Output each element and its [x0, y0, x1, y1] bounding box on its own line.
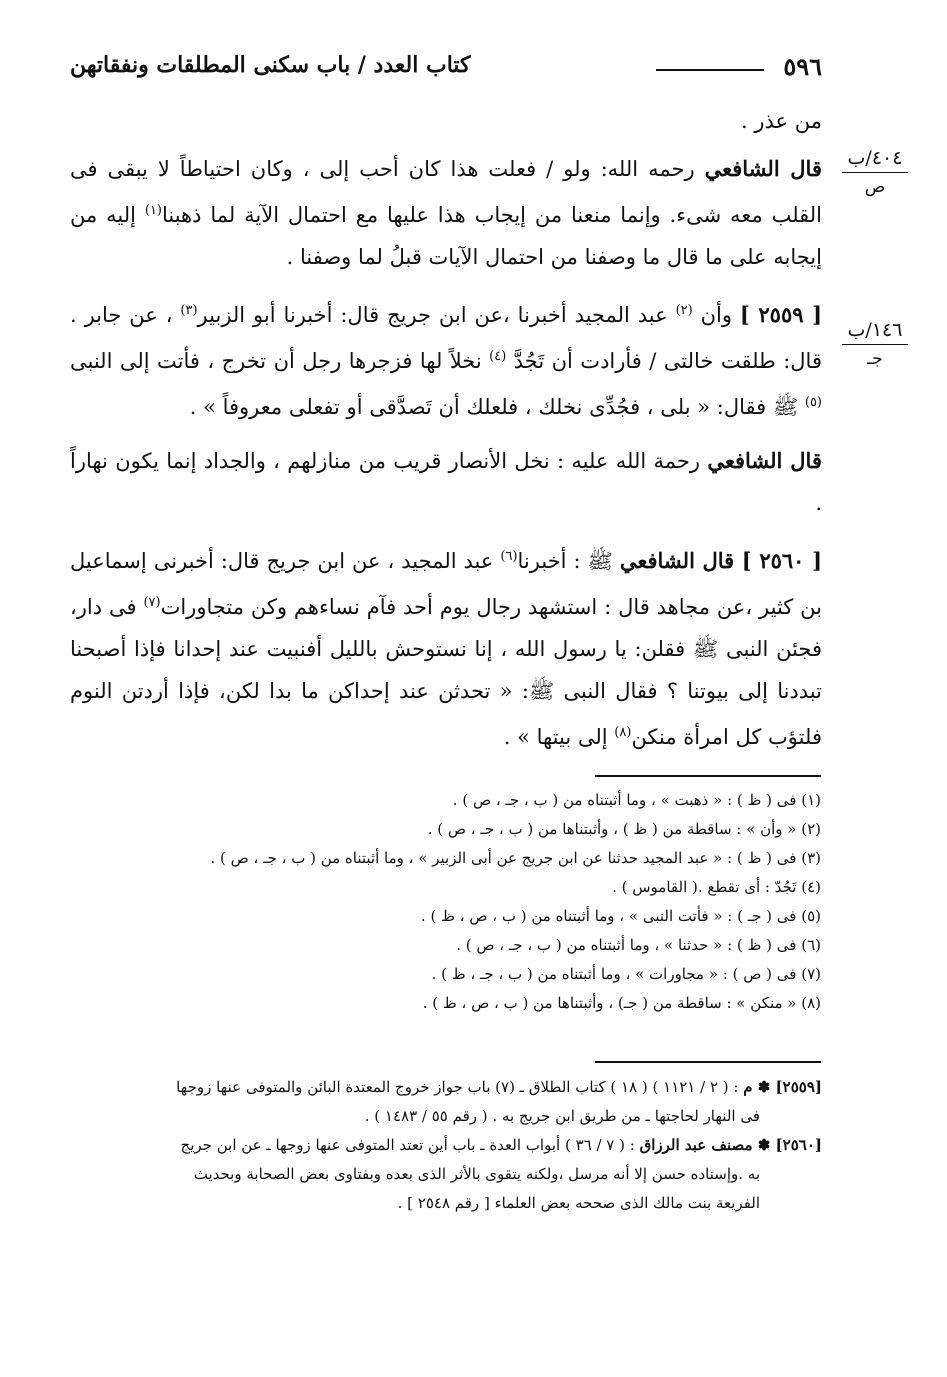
paragraph-0	[70, 100, 822, 142]
footnote-6: (٦) فى ( ظ ) : « حدثنا » ، وما أثبتناه من ( ب ، جـ ، ص ) .	[456, 936, 821, 954]
footnote-2: (٢) « وأن » : ساقطة من ( ظ ) ، وأثبتناها من ( ب ، جـ ، ص ) .	[427, 820, 821, 838]
takhrij-text: فى النهار لحاجتها ـ من طريق ابن جريج به . ( رقم ٥٥ / ١٤٨٣ ) .	[364, 1107, 760, 1125]
speaker-label: قال الشافعي	[707, 448, 822, 473]
paragraph-text: إلى بيتها » .	[503, 725, 615, 749]
paragraph-text: ﷺ فقال: « بلى ، فجُدِّى نخلك ، فلعلك أن تَصدَّقى أو تفعلى معروفاً » .	[189, 395, 805, 419]
header-rule	[656, 69, 764, 71]
footnote-ref: (١)	[144, 203, 162, 218]
paragraph-text: وأن	[692, 303, 740, 327]
margin-note-siglum: ص	[864, 177, 886, 197]
takhrij-2559	[70, 1073, 822, 1131]
footnote-4: (٤) تَجُدّ : أى تقطع .( القاموس ) .	[612, 878, 821, 896]
footnote-ref: (٨)	[614, 725, 632, 740]
footnotes	[121, 786, 821, 1018]
footnote-ref: (٤)	[489, 349, 507, 364]
paragraph-text: عبد المجيد ، عن ابن جريج قال: أخبرنى إسماعيل بن كثير ،عن مجاهد قال : استشهد رجال يوم أحد فآم نساءهم وكن متجاورات	[70, 549, 823, 619]
page-header	[70, 52, 822, 92]
hadith-2559	[70, 290, 822, 428]
paragraph-text: عبد المجيد أخبرنا ،عن ابن جريج قال: أخبرنا أبو الزبير	[197, 303, 676, 327]
margin-note-siglum: جـ	[867, 349, 883, 369]
hadith-number: [ ٢٥٥٩ ]	[739, 302, 823, 327]
hadith-number: [ ٢٥٦٠ ] قال الشافعي	[619, 548, 823, 573]
main-text	[70, 100, 822, 770]
margin-note-folio: ٤٠٤/ب	[842, 146, 908, 173]
paragraph-1	[70, 148, 822, 278]
takhrij-2560	[70, 1131, 822, 1218]
running-title: كتاب العدد / باب سكنى المطلقات ونفقاتهن	[70, 52, 471, 78]
paragraph-3	[70, 440, 822, 524]
footnote-ref: (٢)	[675, 303, 693, 318]
paragraph-text: نخلاً لها فزجرها رجل أن تخرج ، فأتت إلى النبى	[70, 349, 490, 373]
footnote-8: (٨) « منكن » : ساقطة من ( جـ) ، وأثبتناها من ( ب ، ص ، ظ ) .	[422, 994, 821, 1012]
footnote-ref: (٦)	[500, 549, 518, 564]
paragraph-text: من عذر .	[741, 109, 822, 133]
takhrij-text: الفريعة بنت مالك الذى صححه بعض العلماء [ رقم ٢٥٤٨ ] .	[397, 1194, 760, 1212]
page-number: ٥٩٦	[783, 52, 822, 81]
speaker-label: قال الشافعي	[704, 156, 822, 181]
footnote-5: (٥) فى ( جـ ) : « فأتت النبى » ، وما أثبتناه من ( ب ، ص ، ظ ) .	[420, 907, 821, 925]
takhrij-tag: [٢٥٥٩] ✽ م	[743, 1078, 822, 1096]
paragraph-text: ﷺ : أخبرنا	[517, 549, 620, 573]
paragraph-text: رحمه الله: ولو / فعلت هذا كان أحب إلى ، وكان احتياطاً لا يبقى فى القلب معه شىء. وإنما منعنا من إيجاب هذا عليها مع احتمال الآية لما ذهبنا	[70, 157, 822, 227]
takhrij-divider	[595, 1061, 821, 1063]
footnote-ref: (٥)	[804, 395, 822, 410]
paragraph-text: إليه من إيجابه على ما قال ما وصفنا من احتمال الآيات قبلُ لما وصفنا .	[70, 203, 822, 269]
margin-note-1	[842, 146, 908, 199]
footnote-7: (٧) فى ( ص ) : « مجاورات » ، وما أثبتناه من ( ب ، جـ ، ظ ) .	[431, 965, 821, 983]
footnote-ref: (٧)	[143, 595, 161, 610]
hadith-2560	[70, 536, 822, 758]
footnote-1: (١) فى ( ظ ) : « ذهبت » ، وما أثبتناه من ( ب ، جـ ، ص ) .	[452, 791, 821, 809]
footnote-divider	[595, 775, 821, 777]
takhrij-tag: [٢٥٦٠] ✽ مصنف عبد الرزاق	[639, 1136, 822, 1154]
footnote-3: (٣) فى ( ظ ) : « عبد المجيد حدثنا عن ابن جريج عن أبى الزبير » ، وما أثبتناه من ( ب ، جـ ، ص ) .	[210, 849, 821, 867]
takhrij-text: : ( ٧ / ٣٦ ) أبواب العدة ـ باب أين تعتد المتوفى عنها زوجها ـ عن ابن جريج	[180, 1136, 640, 1154]
margin-note-2	[842, 318, 908, 371]
takhrij-text: : ( ٢ / ١١٢١ ) ( ١٨ ) كتاب الطلاق ـ (٧) باب جواز خروج المعتدة البائن والمتوفى عنها زوجها	[176, 1078, 744, 1096]
takhrij-text: به .وإسناده حسن إلا أنه مرسل ،ولكنه يتقوى بالأثر الذى بعده وبفتاوى بعض الصحابة وبحديث	[193, 1165, 760, 1183]
paragraph-text: فى دار، فجئن النبى ﷺ فقلن: يا رسول الله ، إنا نستوحش بالليل أفنبيت عند إحدانا فإذا أصبحنا تبددنا إلى بيوتنا ؟ فقال النبى ﷺ: « تحدثن عند إحداكن ما بدا لكن، فإذا أردتن النوم فلتؤب كل امرأة منكن	[70, 595, 822, 749]
paragraph-text: ، عن جابر . قال: طلقت خالتى / فأرادت أن تَجُدَّ	[70, 303, 822, 373]
paragraph-text: رحمة الله عليه : نخل الأنصار قريب من منازلهم ، والجداد إنما يكون نهاراً .	[70, 449, 822, 515]
takhrij-notes	[70, 1073, 822, 1218]
footnote-ref: (٣)	[180, 303, 198, 318]
margin-note-folio: ١٤٦/ب	[842, 318, 908, 345]
